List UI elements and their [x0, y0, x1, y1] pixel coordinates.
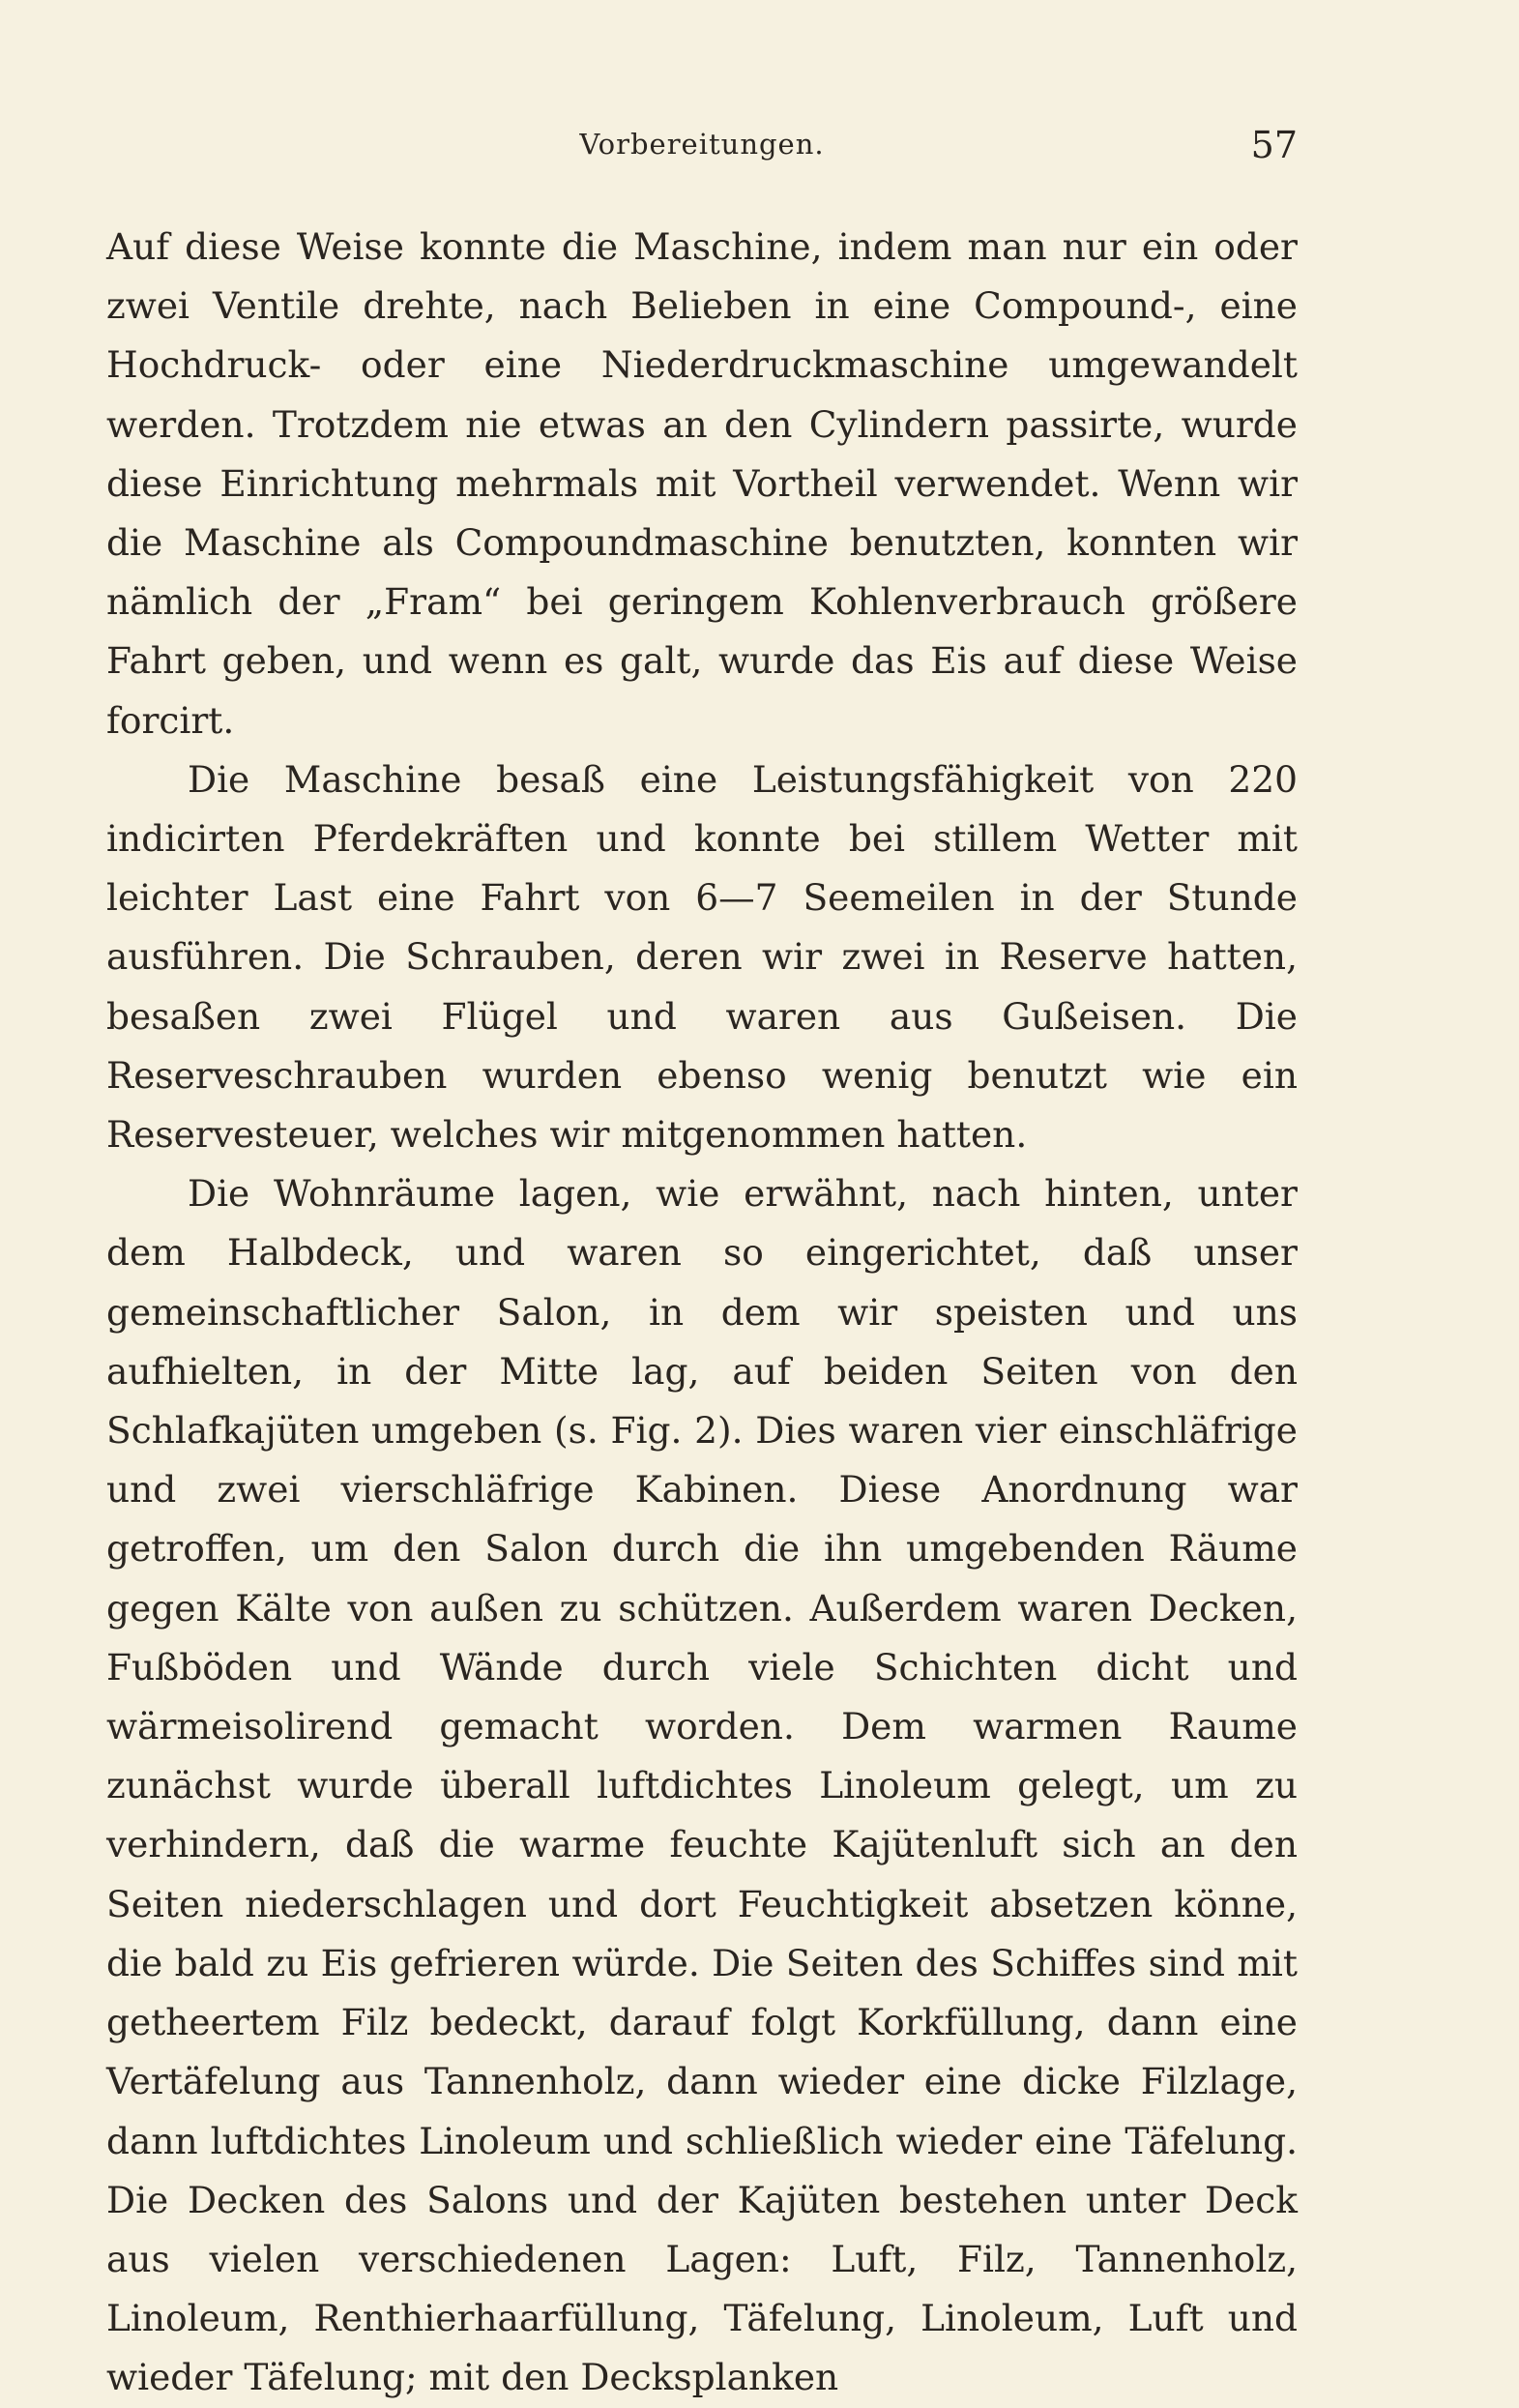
paragraph: Die Wohnräume lagen, wie erwähnt, nach hinten, unter dem Halbdeck, und waren so eingerichtet, daß unser gemeinschaftlicher Salon, in dem wir speisten und uns aufhielten, in der Mitte lag, auf beiden Seiten von den Schlafkajüten umgeben (s. Fig. 2). Dies waren vier einschläfrige und zwei vierschläfrige Kabinen. Diese Anordnung war getroffen, um den Salon durch die ihn umgebenden Räume gegen Kälte von außen zu schützen. Außerdem waren Decken, Fußböden und Wände durch viele Schichten dicht und wärmeisolirend gemacht worden. Dem warmen Raume zunächst wurde überall luftdichtes Linoleum gelegt, um zu verhindern, daß die warme feuchte Kajütenluft sich an den Seiten niederschlagen und dort Feuchtigkeit absetzen könne, die bald zu Eis gefrieren würde. Die Seiten des Schiffes sind mit getheertem Filz bedeckt, darauf folgt Korkfüllung, dann eine Vertäfelung aus Tannenholz, dann wieder eine dicke Filzlage, dann luftdichtes Linoleum und schließlich wieder eine Täfelung. Die Decken des Salons und der Kajüten bestehen unter Deck aus vielen verschiedenen Lagen: Luft, Filz, Tannenholz, Linoleum, Renthierhaarfüllung, Täfelung, Linoleum, Luft und wieder Täfelung; mit den Decksplanken	[106, 1172, 1298, 2399]
body-text	[106, 218, 1298, 2408]
paragraph: Die Maschine besaß eine Leistungsfähigkeit von 220 indicirten Pferdekräften und konnte bei stillem Wetter mit leichter Last eine Fahrt von 6—7 Seemeilen in der Stunde ausführen. Die Schrauben, deren wir zwei in Reserve hatten, besaßen zwei Flügel und waren aus Gußeisen. Die Reserveschrauben wurden ebenso wenig benutzt wie ein Reservesteuer, welches wir mitgenommen hatten.	[106, 757, 1298, 1157]
page-number: 57	[1250, 124, 1298, 166]
running-head: Vorbereitungen.	[579, 128, 825, 161]
page-header	[106, 124, 1298, 172]
paragraph: Auf diese Weise konnte die Maschine, indem man nur ein oder zwei Ventile drehte, nach Belieben in eine Compound-, eine Hochdruck- oder eine Niederdruckmaschine umgewandelt werden. Trotzdem nie etwas an den Cylindern passirte, wurde diese Einrichtung mehrmals mit Vortheil verwendet. Wenn wir die Maschine als Compoundmaschine benutzten, konnten wir nämlich der „Fram“ bei geringem Kohlenverbrauch größere Fahrt geben, und wenn es galt, wurde das Eis auf diese Weise forcirt.	[106, 225, 1298, 742]
